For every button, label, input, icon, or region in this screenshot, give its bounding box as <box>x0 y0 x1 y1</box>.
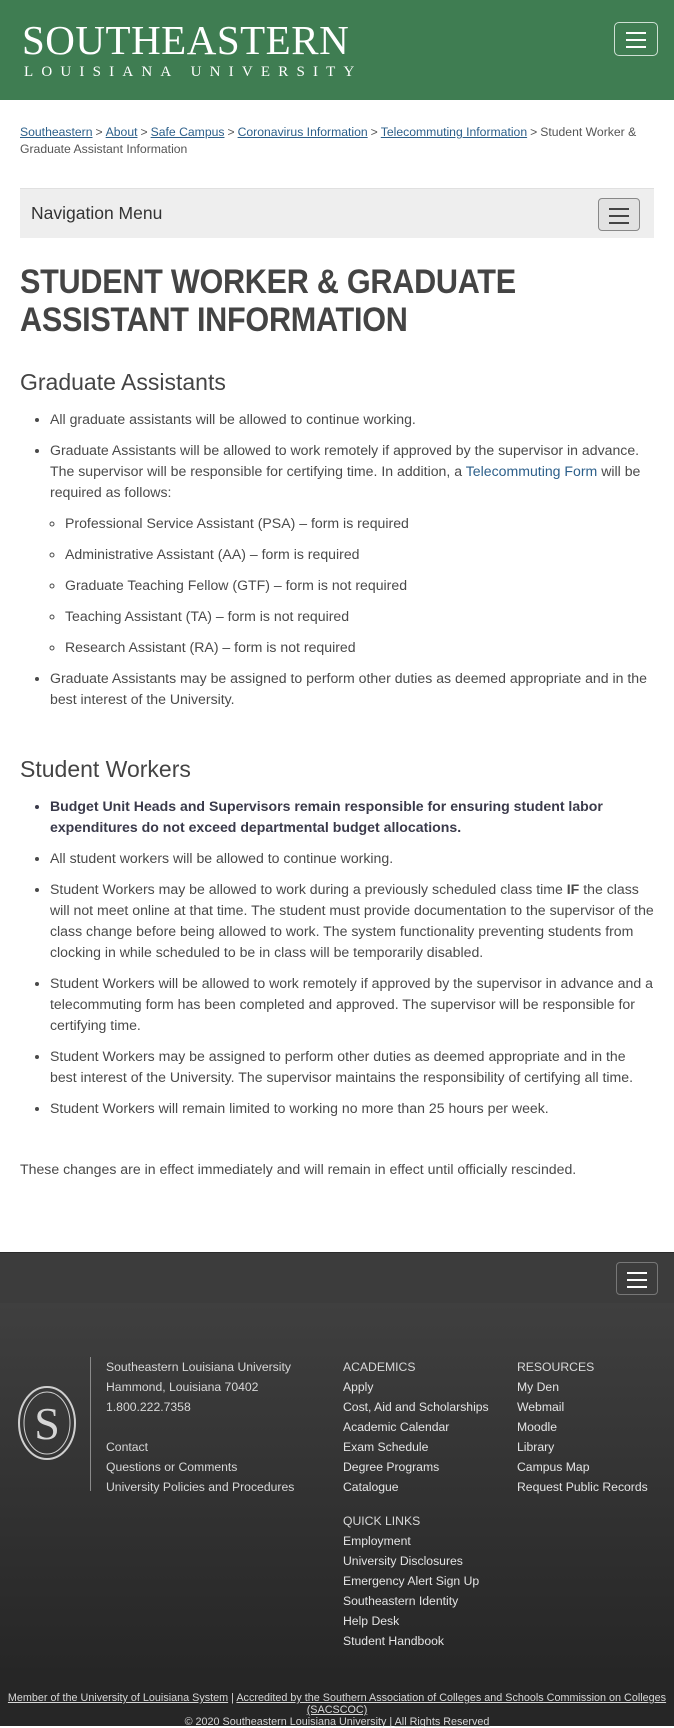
legal-line-1 <box>0 1692 674 1716</box>
list-item-text: Student Workers may be allowed to work during a previously scheduled class time <box>50 881 563 897</box>
breadcrumb-link-coronavirus[interactable]: Coronavirus Information <box>237 125 368 139</box>
hamburger-icon-bar <box>609 222 629 224</box>
list-item <box>50 440 654 658</box>
graduate-assistants-heading: Graduate Assistants <box>20 369 226 395</box>
closing-statement: These changes are in effect immediately and will remain in effect until officially rescinded. <box>20 1161 577 1177</box>
footer-link-emergency-alert[interactable]: Emergency Alert Sign Up <box>343 1574 480 1588</box>
list-item: • Student Workers may be assigned to perform other duties as deemed appropriate and in the best interest of the University. The supervisor maintains the responsibility of certifying all time. <box>50 1046 654 1088</box>
page-title: STUDENT WORKER & GRADUATE ASSISTANT INFORMATION <box>20 263 516 339</box>
list-item: • Graduate Assistants may be assigned to perform other duties as deemed appropriate and in the best interest of the University. <box>50 668 654 710</box>
main-content <box>0 263 674 1180</box>
footer-link-degree-programs[interactable]: Degree Programs <box>343 1460 440 1474</box>
breadcrumb-link-telecommuting[interactable]: Telecommuting Information <box>380 125 528 139</box>
footer-address <box>106 1357 294 1497</box>
footer-divider <box>90 1357 91 1491</box>
breadcrumb-separator: > <box>140 125 148 139</box>
hamburger-icon-bar <box>626 39 646 41</box>
footer-link-public-records[interactable]: Request Public Records <box>517 1480 648 1494</box>
hamburger-icon-bar <box>626 46 646 48</box>
footer-link-library[interactable]: Library <box>517 1440 555 1454</box>
breadcrumb-link-southeastern[interactable]: Southeastern <box>20 125 93 139</box>
logo-subtitle: LOUISIANA UNIVERSITY <box>24 64 363 80</box>
footer-link-cost-aid[interactable]: Cost, Aid and Scholarships <box>343 1400 489 1414</box>
legal-line-2 <box>0 1716 674 1728</box>
graduate-assistants-list <box>20 409 654 710</box>
hamburger-icon-bar <box>627 1279 647 1281</box>
breadcrumb-link-safe-campus[interactable]: Safe Campus <box>150 125 225 139</box>
university-logo[interactable] <box>22 18 363 81</box>
breadcrumb-link-about[interactable]: About <box>105 125 138 139</box>
form-requirements-list <box>50 513 654 658</box>
footer-quick-links <box>343 1511 479 1651</box>
site-footer <box>0 1303 674 1677</box>
hamburger-icon-bar <box>627 1286 647 1288</box>
resources-heading: RESOURCES <box>517 1360 595 1374</box>
breadcrumb-separator: > <box>370 125 378 139</box>
footer-link-help-desk[interactable]: Help Desk <box>343 1614 400 1628</box>
list-item: • All graduate assistants will be allowed to continue working. <box>50 409 654 430</box>
list-item-text: Graduate Assistants will be allowed to work remotely if approved by the supervisor in advance. The supervisor will be responsible for certifying time. In addition, a <box>50 442 640 479</box>
list-item <box>50 879 654 963</box>
legal-bar <box>0 1677 674 1726</box>
all-rights-link[interactable]: All Rights Reserved <box>394 1716 490 1728</box>
list-item-text: the class will not meet online at that time. The student must provide documentation to the supervisor of the class change before being allowed to work. The system functionality preventing students from clocking in while scheduled to be in class will be temporarily disabled. <box>50 881 654 960</box>
footer-menu-toggle[interactable] <box>616 1262 658 1295</box>
academics-heading: ACADEMICS <box>343 1360 416 1374</box>
student-workers-section <box>20 756 654 1119</box>
breadcrumb-current: Student Worker & Graduate Assistant Information <box>20 125 637 156</box>
footer-link-webmail[interactable]: Webmail <box>517 1400 565 1414</box>
seal-letter: S <box>34 1398 60 1449</box>
graduate-assistants-section <box>20 369 654 710</box>
list-item: • All student workers will be allowed to continue working. <box>50 848 654 869</box>
breadcrumb-separator: > <box>530 125 538 139</box>
hamburger-icon-bar <box>609 215 629 217</box>
hamburger-icon-bar <box>609 208 629 210</box>
logo-wordmark: SOUTHEASTERN <box>22 17 350 63</box>
list-item: • Student Workers will remain limited to working no more than 25 hours per week. <box>50 1098 654 1119</box>
footer-link-southeastern-identity[interactable]: Southeastern Identity <box>343 1594 459 1608</box>
footer-link-catalogue[interactable]: Catalogue <box>343 1480 399 1494</box>
contact-heading: Contact <box>106 1440 149 1454</box>
footer-resources <box>517 1357 648 1497</box>
breadcrumb-separator: > <box>95 125 103 139</box>
university-name: Southeastern Louisiana University <box>106 1360 291 1374</box>
breadcrumb-separator: > <box>227 125 235 139</box>
university-city: Hammond, Louisiana 70402 <box>106 1380 259 1394</box>
footer-link-my-den[interactable]: My Den <box>517 1380 559 1394</box>
student-workers-heading: Student Workers <box>20 756 191 782</box>
breadcrumb <box>0 100 674 158</box>
copyright-text: © 2020 Southeastern Louisiana University <box>184 1716 387 1728</box>
footer-link-campus-map[interactable]: Campus Map <box>517 1460 590 1474</box>
list-item: • Budget Unit Heads and Supervisors remain responsible for ensuring student labor expenditures do not exceed departmental budget allocations. <box>50 796 654 838</box>
university-seal-icon <box>17 1385 77 1461</box>
footer-toolbar <box>0 1252 674 1303</box>
list-item: ◦ Graduate Teaching Fellow (GTF) – form is not required <box>65 575 654 596</box>
footer-link-apply[interactable]: Apply <box>343 1380 374 1394</box>
footer-link-university-disclosures[interactable]: University Disclosures <box>343 1554 463 1568</box>
footer-link-academic-calendar[interactable]: Academic Calendar <box>343 1420 450 1434</box>
navigation-menu-toggle[interactable] <box>598 198 640 231</box>
ul-system-link[interactable]: Member of the University of Louisiana System <box>7 1692 229 1704</box>
sacscoc-link[interactable]: Accredited by the Southern Association of Colleges and Schools Commission on Colleges (SACSCOC) <box>236 1692 667 1716</box>
legal-divider: | <box>389 1716 393 1728</box>
student-workers-list <box>20 796 654 1119</box>
footer-academics <box>343 1357 489 1497</box>
footer-link-exam-schedule[interactable]: Exam Schedule <box>343 1440 429 1454</box>
telecommuting-form-link[interactable]: Telecommuting Form <box>465 463 598 479</box>
site-header <box>0 0 674 100</box>
list-item: • Student Workers will be allowed to work remotely if approved by the supervisor in advance and a telecommuting form has been completed and approved. The supervisor will be responsible for certifying time. <box>50 973 654 1036</box>
hamburger-icon-bar <box>627 1272 647 1274</box>
questions-link[interactable]: Questions or Comments <box>106 1460 238 1474</box>
legal-divider: | <box>231 1692 234 1704</box>
list-item: ◦ Professional Service Assistant (PSA) – form is required <box>65 513 654 534</box>
list-item: ◦ Administrative Assistant (AA) – form is required <box>65 544 654 565</box>
list-item: ◦ Teaching Assistant (TA) – form is not required <box>65 606 654 627</box>
header-menu-toggle[interactable] <box>614 22 658 56</box>
list-item-text: will be required as follows: <box>50 463 641 500</box>
navigation-menu-bar <box>20 188 654 238</box>
quick-links-heading: QUICK LINKS <box>343 1514 421 1528</box>
hamburger-icon-bar <box>626 32 646 34</box>
list-item-emphasis: IF <box>566 881 580 897</box>
footer-link-moodle[interactable]: Moodle <box>517 1420 557 1434</box>
policies-link[interactable]: University Policies and Procedures <box>106 1480 295 1494</box>
footer-link-student-handbook[interactable]: Student Handbook <box>343 1634 444 1648</box>
university-phone: 1.800.222.7358 <box>106 1400 191 1414</box>
footer-link-employment[interactable]: Employment <box>343 1534 411 1548</box>
list-item: ◦ Research Assistant (RA) – form is not required <box>65 637 654 658</box>
navigation-menu-title: Navigation Menu <box>31 203 163 223</box>
